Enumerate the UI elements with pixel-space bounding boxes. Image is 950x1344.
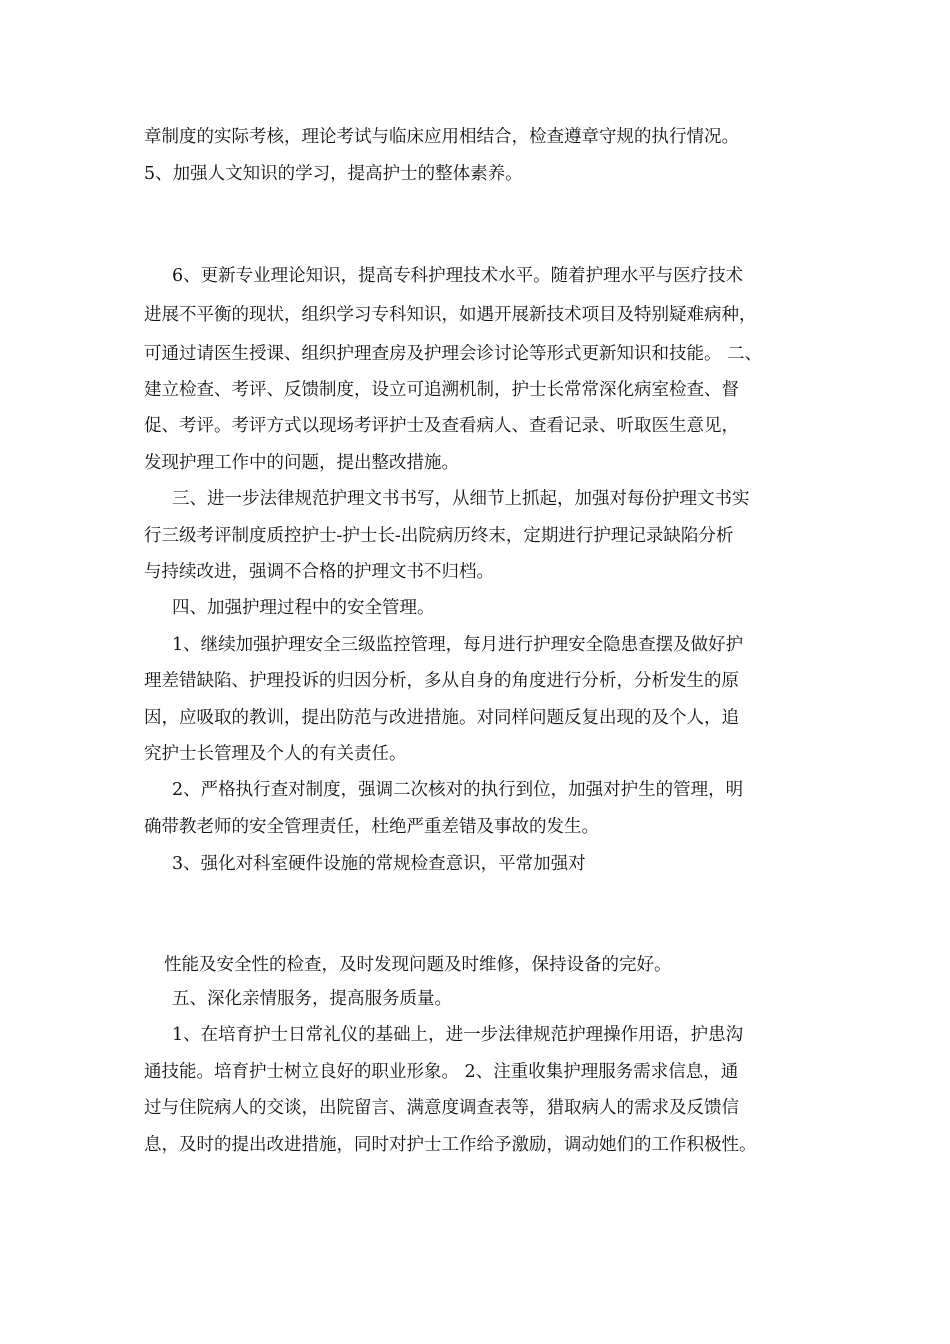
- text-line: 1、在培育护士日常礼仪的基础上，进一步法律规范护理操作用语，护患沟: [172, 1025, 744, 1045]
- text-line: 建立检查、考评、反馈制度，设立可追溯机制，护士长常常深化病室检查、督: [144, 380, 739, 400]
- text-line: 过与住院病人的交谈，出院留言、满意度调查表等，猎取病人的需求及反馈信: [144, 1098, 739, 1118]
- text-line: 3、强化对科室硬件设施的常规检查意识，平常加强对: [172, 854, 586, 874]
- text-line: 进展不平衡的现状，组织学习专科知识，如遇开展新技术项目及特别疑难病种，: [144, 305, 757, 325]
- text-line: 四、加强护理过程中的安全管理。: [172, 598, 435, 618]
- text-line: 理差错缺陷、护理投诉的归因分析，多从自身的角度进行分析，分析发生的原: [144, 671, 739, 691]
- text-line: 章制度的实际考核，理论考试与临床应用相结合，检查遵章守规的执行情况。: [144, 127, 739, 147]
- text-line: 五、深化亲情服务，提高服务质量。: [172, 989, 452, 1009]
- text-line: 可通过请医生授课、组织护理查房及护理会诊讨论等形式更新知识和技能。 二、: [144, 344, 763, 364]
- text-line: 6、更新专业理论知识，提高专科护理技术水平。随着护理水平与医疗技术: [172, 266, 744, 286]
- text-line: 究护士长管理及个人的有关责任。: [144, 744, 407, 764]
- text-line: 性能及安全性的检查，及时发现问题及时维修，保持设备的完好。: [164, 955, 672, 975]
- text-line: 确带教老师的安全管理责任，杜绝严重差错及事故的发生。: [144, 817, 599, 837]
- text-line: 因，应吸取的教训，提出防范与改进措施。对同样问题反复出现的及个人，追: [144, 708, 739, 728]
- text-line: 促、考评。考评方式以现场考评护士及查看病人、查看记录、听取医生意见，: [144, 416, 739, 436]
- text-line: 发现护理工作中的问题，提出整改措施。: [144, 453, 459, 473]
- text-line: 5、加强人文知识的学习，提高护士的整体素养。: [144, 164, 523, 184]
- text-line: 与持续改进，强调不合格的护理文书不归档。: [144, 562, 494, 582]
- text-line: 三、进一步法律规范护理文书书写，从细节上抓起，加强对每份护理文书实: [172, 489, 750, 509]
- text-line: 息，及时的提出改进措施，同时对护士工作给予激励，调动她们的工作积极性。: [144, 1135, 757, 1155]
- text-line: 通技能。培育护士树立良好的职业形象。 2、注重收集护理服务需求信息，通: [144, 1062, 739, 1082]
- text-line: 2、严格执行查对制度，强调二次核对的执行到位，加强对护生的管理，明: [172, 780, 744, 800]
- text-line: 行三级考评制度质控护士-护士长-出院病历终末，定期进行护理记录缺陷分析: [144, 526, 734, 546]
- text-line: 1、继续加强护理安全三级监控管理，每月进行护理安全隐患查摆及做好护: [172, 635, 744, 655]
